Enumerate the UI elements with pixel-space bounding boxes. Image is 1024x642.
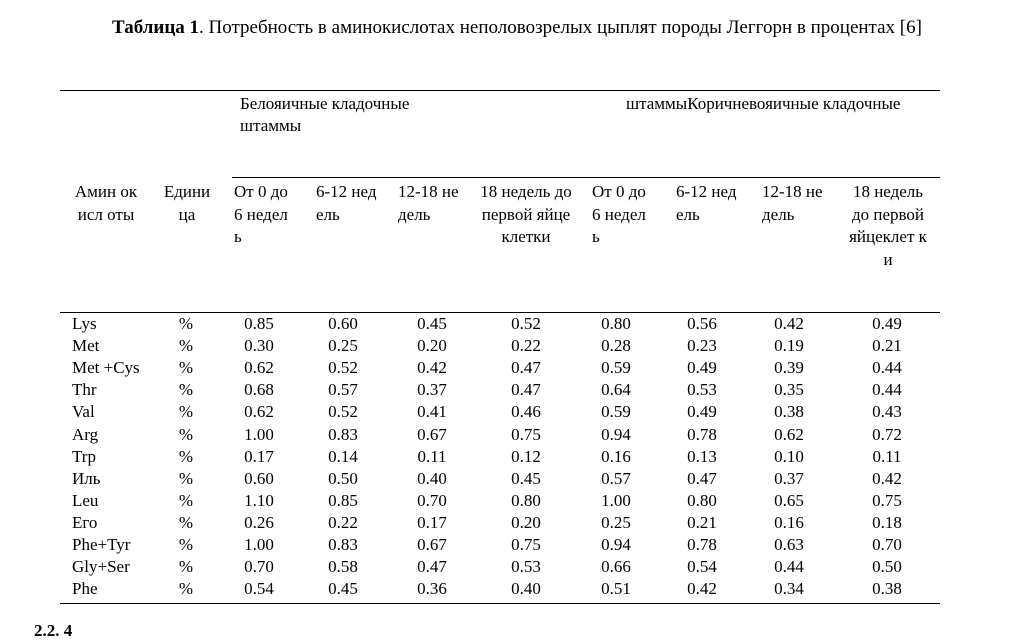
value-cell: 0.49 (687, 358, 717, 378)
value-cell: 0.36 (417, 579, 447, 599)
value-cell: 0.85 (328, 490, 358, 510)
unit-cell: % (178, 490, 194, 510)
value-cell: 0.67 (417, 424, 447, 444)
amino-acid-name: Иль (72, 468, 101, 488)
unit-cell: % (178, 535, 194, 554)
table-caption (112, 16, 932, 40)
amino-acid-name: Val (72, 402, 95, 422)
value-cell: 0.54 (244, 579, 274, 599)
value-cell: 1.10 (244, 490, 274, 510)
group-divider-rule (232, 177, 940, 178)
column-header-8: 6-12 недель (676, 182, 737, 224)
value-cell: 0.49 (872, 314, 902, 333)
unit-cell: % (178, 336, 194, 356)
value-cell: 0.46 (511, 402, 541, 422)
column-header-3: От 0 до 6 недел ь (234, 182, 288, 246)
value-cell: 0.54 (687, 557, 717, 577)
value-cell: 0.70 (872, 535, 902, 554)
value-cell: 0.40 (511, 579, 541, 599)
value-cell: 0.44 (872, 380, 902, 400)
value-cell: 0.70 (417, 490, 447, 510)
value-cell: 0.42 (774, 314, 804, 333)
unit-cell: % (178, 358, 194, 378)
value-cell: 0.62 (244, 358, 274, 378)
value-cell: 0.44 (872, 358, 902, 378)
value-cell: 0.67 (417, 535, 447, 554)
value-cell: 0.52 (328, 402, 358, 422)
value-cell: 0.16 (774, 512, 804, 532)
amino-acid-name: Phe (72, 579, 98, 599)
value-cell: 0.20 (417, 336, 447, 356)
value-cell: 0.68 (244, 380, 274, 400)
value-cell: 1.00 (601, 490, 631, 510)
value-cell: 0.53 (511, 557, 541, 577)
value-cell: 0.13 (687, 446, 717, 466)
table-row (0, 578, 1024, 600)
value-cell: 0.45 (417, 314, 447, 333)
amino-acid-name: Arg (72, 424, 99, 444)
unit-cell: % (178, 579, 194, 599)
amino-acid-name: Gly+Ser (72, 557, 130, 577)
value-cell: 0.42 (417, 358, 447, 378)
unit-cell: % (178, 557, 194, 577)
value-cell: 0.47 (511, 380, 541, 400)
value-cell: 0.26 (244, 512, 274, 532)
value-cell: 0.60 (244, 468, 274, 488)
value-cell: 0.18 (872, 512, 902, 532)
table-row (0, 424, 1024, 446)
value-cell: 0.72 (872, 424, 902, 444)
group-header-brown: штаммыКоричневояичные кладочные (626, 94, 901, 113)
amino-acid-name: Thr (72, 380, 97, 400)
value-cell: 0.57 (328, 380, 358, 400)
value-cell: 0.78 (687, 424, 717, 444)
unit-cell: % (178, 314, 194, 333)
value-cell: 0.50 (328, 468, 358, 488)
value-cell: 0.44 (774, 557, 804, 577)
column-header-2: Едини ца (163, 182, 211, 224)
value-cell: 0.25 (601, 512, 631, 532)
column-header-10: 18 недель до первой яйцеклет ки (849, 182, 927, 269)
value-cell: 0.45 (511, 468, 541, 488)
amino-acid-name: Lys (72, 314, 97, 333)
value-cell: 0.11 (417, 446, 447, 466)
table-row (0, 490, 1024, 512)
value-cell: 0.47 (417, 557, 447, 577)
table-row (0, 468, 1024, 490)
value-cell: 0.22 (511, 336, 541, 356)
table-row (0, 401, 1024, 423)
value-cell: 0.75 (511, 535, 541, 554)
amino-acid-name: Его (72, 512, 98, 532)
value-cell: 0.63 (774, 535, 804, 554)
unit-cell: % (178, 512, 194, 532)
value-cell: 0.37 (774, 468, 804, 488)
value-cell: 0.30 (244, 336, 274, 356)
table-row (0, 335, 1024, 357)
value-cell: 0.34 (774, 579, 804, 599)
value-cell: 0.22 (328, 512, 358, 532)
value-cell: 0.75 (872, 490, 902, 510)
value-cell: 0.78 (687, 535, 717, 554)
value-cell: 0.58 (328, 557, 358, 577)
value-cell: 0.23 (687, 336, 717, 356)
table-row (0, 379, 1024, 401)
value-cell: 0.12 (511, 446, 541, 466)
table-row (0, 556, 1024, 578)
column-header-4: 6-12 недель (316, 182, 377, 224)
unit-cell: % (178, 380, 194, 400)
unit-cell: % (178, 402, 194, 422)
table-row (0, 446, 1024, 468)
unit-cell: % (178, 424, 194, 444)
table-bottom-rule (60, 603, 940, 604)
value-cell: 0.59 (601, 402, 631, 422)
value-cell: 0.45 (328, 579, 358, 599)
value-cell: 0.47 (687, 468, 717, 488)
group-header-white: Белояичные кладочные штаммы (240, 94, 410, 135)
value-cell: 0.52 (328, 358, 358, 378)
table-row (0, 357, 1024, 379)
value-cell: 0.14 (328, 446, 358, 466)
column-header-1: Амин окисл оты (74, 182, 138, 224)
amino-acid-name: Leu (72, 490, 99, 510)
value-cell: 0.70 (244, 557, 274, 577)
value-cell: 1.00 (244, 424, 274, 444)
value-cell: 0.20 (511, 512, 541, 532)
table-row (0, 313, 1024, 335)
value-cell: 0.80 (687, 490, 717, 510)
table-row (0, 534, 1024, 556)
value-cell: 0.83 (328, 535, 358, 554)
caption-text: . Потребность в аминокислотах неполовозрелых цыплят породы Леггорн в процентах [6] (199, 17, 922, 38)
value-cell: 0.56 (687, 314, 717, 333)
value-cell: 0.10 (774, 446, 804, 466)
value-cell: 0.59 (601, 358, 631, 378)
value-cell: 0.94 (601, 424, 631, 444)
value-cell: 0.41 (417, 402, 447, 422)
value-cell: 0.62 (774, 424, 804, 444)
value-cell: 0.16 (601, 446, 631, 466)
value-cell: 0.17 (244, 446, 274, 466)
value-cell: 0.51 (601, 579, 631, 599)
value-cell: 0.40 (417, 468, 447, 488)
caption-label: Таблица 1 (112, 17, 200, 38)
value-cell: 0.28 (601, 336, 631, 356)
column-header-6: 18 недель до первой яйцеклетки (480, 182, 572, 246)
value-cell: 0.52 (511, 314, 541, 333)
amino-acid-name: Met +Cys (72, 358, 140, 378)
value-cell: 0.39 (774, 358, 804, 378)
column-header-7: От 0 до 6 недел ь (592, 182, 646, 246)
value-cell: 0.65 (774, 490, 804, 510)
value-cell: 0.35 (774, 380, 804, 400)
value-cell: 0.11 (872, 446, 902, 466)
value-cell: 0.38 (774, 402, 804, 422)
value-cell: 0.25 (328, 336, 358, 356)
value-cell: 0.19 (774, 336, 804, 356)
table-top-rule (60, 90, 940, 91)
next-section-heading-fragment: 2.2. 4 (34, 621, 73, 640)
value-cell: 0.80 (601, 314, 631, 333)
column-header-5: 12-18 недель (398, 182, 459, 224)
value-cell: 0.42 (872, 468, 902, 488)
amino-acid-name: Phe+Tyr (72, 535, 131, 554)
value-cell: 0.64 (601, 380, 631, 400)
value-cell: 0.42 (687, 579, 717, 599)
value-cell: 0.75 (511, 424, 541, 444)
value-cell: 0.60 (328, 314, 358, 333)
value-cell: 0.80 (511, 490, 541, 510)
value-cell: 0.62 (244, 402, 274, 422)
value-cell: 0.49 (687, 402, 717, 422)
value-cell: 0.37 (417, 380, 447, 400)
value-cell: 0.17 (417, 512, 447, 532)
table-row (0, 512, 1024, 534)
value-cell: 0.66 (601, 557, 631, 577)
value-cell: 0.43 (872, 402, 902, 422)
value-cell: 0.21 (687, 512, 717, 532)
unit-cell: % (178, 468, 194, 488)
value-cell: 0.53 (687, 380, 717, 400)
unit-cell: % (178, 446, 194, 466)
value-cell: 0.94 (601, 535, 631, 554)
column-header-9: 12-18 недель (762, 182, 823, 224)
amino-acid-name: Met (72, 336, 100, 356)
value-cell: 0.38 (872, 579, 902, 599)
value-cell: 0.50 (872, 557, 902, 577)
amino-acid-name: Trp (72, 446, 96, 466)
value-cell: 0.85 (244, 314, 274, 333)
value-cell: 0.47 (511, 358, 541, 378)
value-cell: 0.21 (872, 336, 902, 356)
value-cell: 1.00 (244, 535, 274, 554)
value-cell: 0.57 (601, 468, 631, 488)
value-cell: 0.83 (328, 424, 358, 444)
